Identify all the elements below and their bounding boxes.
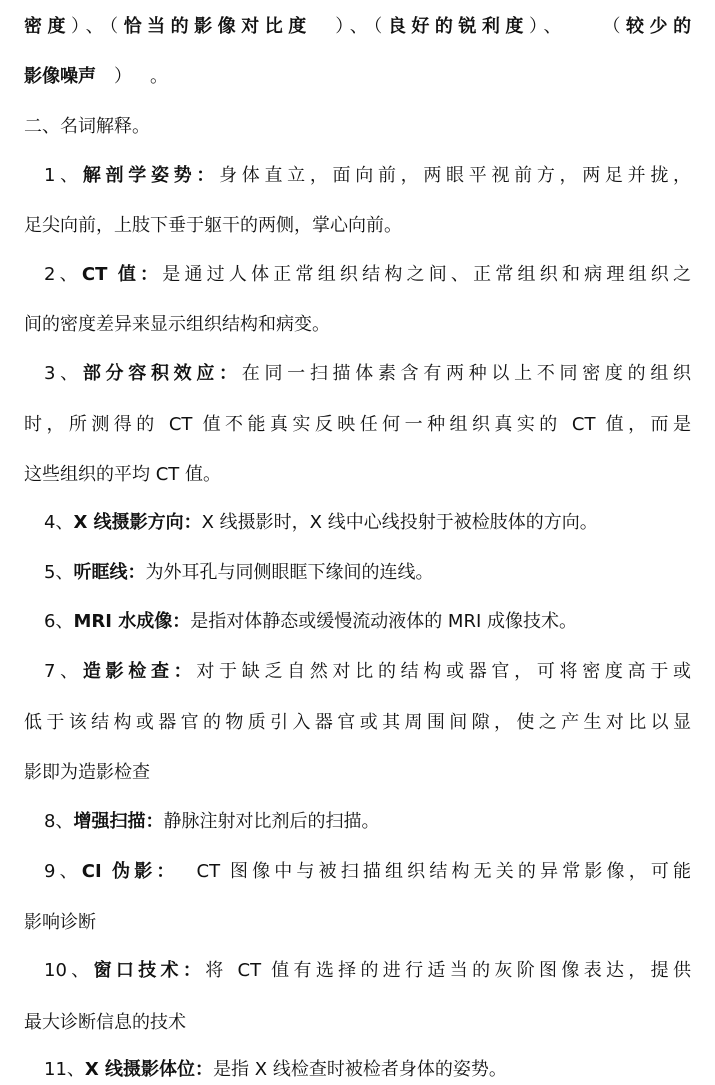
definition-continuation: 间的密度差异来显示组织结构和病变。	[24, 314, 330, 335]
item-number: 2、	[44, 264, 82, 285]
item-text: 是通过人体正常组织结构之间、正常组织和病理组织之	[162, 264, 691, 285]
answer-text: 影像噪声	[24, 66, 96, 87]
item-text: 为外耳孔与同侧眼眶下缘间的连线。	[145, 562, 434, 583]
definition-item-3	[0, 359, 715, 389]
definition-item-7	[0, 657, 715, 687]
item-text: 静脉注射对比剂后的扫描。	[163, 811, 380, 832]
item-number: 6、	[44, 611, 74, 632]
item-term: X 线摄影体位：	[84, 1059, 214, 1080]
bracket-separator: （	[596, 16, 627, 37]
definition-item-10	[0, 956, 715, 986]
item-term: X 线摄影方向：	[73, 512, 202, 533]
item-text: 身体直立，面向前，两眼平视前方，两足并拢，	[219, 165, 692, 186]
bracket-separator: ）、（	[329, 16, 388, 37]
item-term: MRI 水成像：	[73, 611, 191, 632]
item-number: 10、	[44, 960, 94, 981]
item-number: 4、	[44, 512, 74, 533]
answer-text: 良好的锐利度	[387, 16, 529, 37]
answer-line-2	[0, 62, 715, 92]
definition-continuation: 低于该结构或器官的物质引入器官或其周围间隙，使之产生对比以显	[24, 712, 691, 733]
item-text: 在同一扫描体素含有两种以上不同密度的组织	[241, 363, 692, 384]
answer-text: 恰当的影像对比度	[123, 16, 312, 37]
definition-item-9	[0, 857, 715, 887]
item-text: 是指 X 线检查时被检者身体的姿势。	[213, 1059, 507, 1080]
item-term: CI 伪影：	[81, 861, 179, 882]
definition-item-5	[0, 558, 715, 588]
definition-item-2	[0, 260, 715, 290]
item-term: CT 值：	[81, 264, 163, 285]
item-number: 7、	[44, 661, 83, 682]
item-text: CT 图像中与被扫描组织结构无关的异常影像，可能	[196, 861, 691, 882]
item-number: 11、	[44, 1059, 85, 1080]
answer-line-1	[0, 12, 715, 42]
item-term: 听眶线：	[73, 562, 146, 583]
definition-item-1	[0, 161, 715, 191]
definition-item-4	[0, 508, 715, 538]
definition-item-8	[0, 807, 715, 837]
period: 。	[150, 66, 168, 87]
item-number: 3、	[44, 363, 83, 384]
item-term: 窗口技术：	[93, 960, 206, 981]
item-number: 9、	[44, 861, 82, 882]
item-number: 1、	[44, 165, 83, 186]
bracket-separator: ）	[114, 66, 132, 87]
item-number: 5、	[44, 562, 74, 583]
item-text: 是指对体静态或缓慢流动液体的 MRI 成像技术。	[190, 611, 577, 632]
answer-text: 密度	[24, 16, 72, 37]
answer-text: 较少的	[626, 16, 692, 37]
bracket-separator: ）、	[528, 16, 567, 37]
section-heading: 二、名词解释。	[24, 116, 150, 137]
item-number: 8、	[44, 811, 74, 832]
bracket-separator: ）、（	[71, 16, 124, 37]
definition-continuation: 时，所测得的 CT 值不能真实反映任何一种组织真实的 CT 值，而是	[24, 414, 691, 435]
definition-continuation: 影即为造影检查	[24, 762, 150, 783]
item-term: 解剖学姿势：	[82, 165, 220, 186]
definition-continuation: 这些组织的平均 CT 值。	[24, 464, 222, 485]
item-term: 部分容积效应：	[82, 363, 242, 384]
definition-item-6	[0, 607, 715, 637]
definition-continuation: 足尖向前，上肢下垂于躯干的两侧，掌心向前。	[24, 215, 402, 236]
item-term: 造影检查：	[82, 661, 197, 682]
item-term: 增强扫描：	[73, 811, 164, 832]
item-text: X 线摄影时，X 线中心线投射于被检肢体的方向。	[201, 512, 598, 533]
definition-item-11	[0, 1055, 715, 1085]
item-text: 将 CT 值有选择的进行适当的灰阶图像表达，提供	[205, 960, 692, 981]
definition-continuation: 最大诊断信息的技术	[24, 1012, 186, 1033]
definition-continuation: 影响诊断	[24, 912, 96, 933]
item-text: 对于缺乏自然对比的结构或器官，可将密度高于或	[196, 661, 692, 682]
